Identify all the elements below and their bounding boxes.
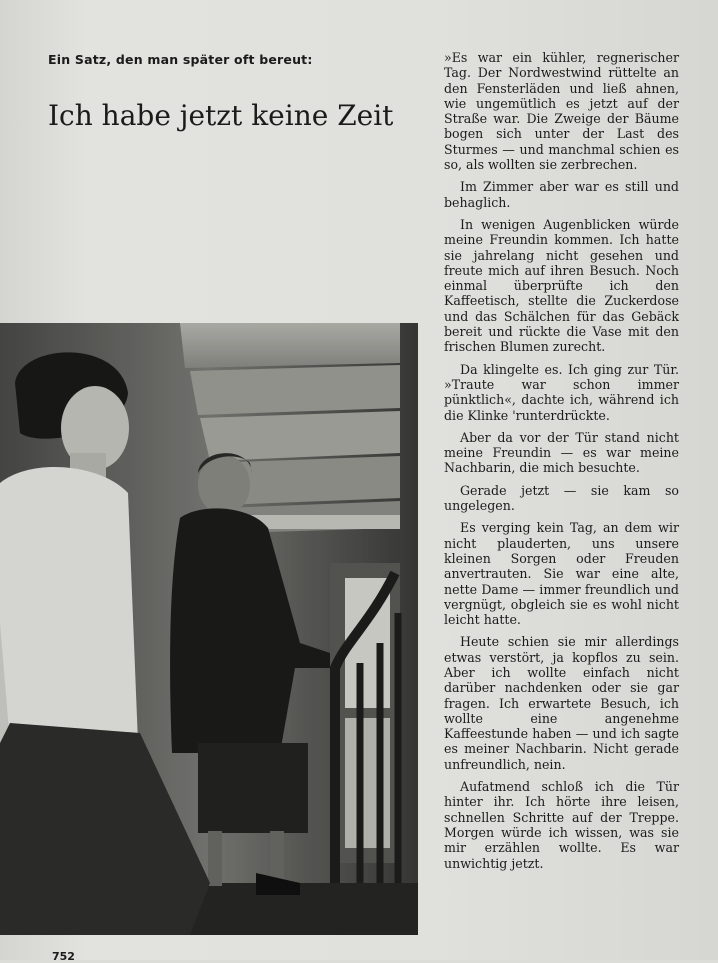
paragraph-6: Gerade jetzt — sie kam so ungelegen. bbox=[444, 482, 679, 514]
paragraph-9: Aufatmend schloß ich die Tür hinter ihr. Ich hörte ihre leisen, schnellen Schritte auf der Treppe. Morgen würde ich wissen, was sie mir erzählen wollte. Es war unwichtig jetzt. bbox=[444, 779, 679, 871]
headline: Ich habe jetzt keine Zeit bbox=[48, 99, 394, 132]
staircase-photo bbox=[0, 323, 418, 935]
paragraph-1: »Es war ein kühler, regnerischer Tag. Der Nordwestwind rüttelte an den Fensterläden und ließ ahnen, wie ungemütlich es jetzt auf der Straße war. Die Zweige der Bäume bogen sich unter der Last des Sturmes — und manchmal schien es so, als wollten sie zerbrechen. bbox=[444, 50, 679, 173]
kicker-line: Ein Satz, den man später oft bereut: bbox=[48, 52, 313, 67]
paragraph-4: Da klingelte es. Ich ging zur Tür. »Traute war schon immer pünktlich«, dachte ich, während ich die Klinke 'runterdrückte. bbox=[444, 361, 679, 423]
paragraph-8: Heute schien sie mir allerdings etwas verstört, ja kopflos zu sein. Aber ich wollte einfach nicht darüber nachdenken oder sie gar fragen. Ich erwartete Besuch, ich wollte eine angenehme Kaffeestunde haben — und ich sagte es meiner Nachbarin. Nicht gerade unfreundlich, nein. bbox=[444, 634, 679, 772]
paragraph-2: Im Zimmer aber war es still und behaglich. bbox=[444, 179, 679, 210]
article-column bbox=[444, 50, 679, 878]
paragraph-5: Aber da vor der Tür stand nicht meine Freundin — es war meine Nachbarin, die mich besuchte. bbox=[444, 429, 679, 476]
paragraph-7: Es verging kein Tag, an dem wir nicht plauderten, uns unsere kleinen Sorgen oder Freuden anvertrauten. Sie war eine alte, nette Dame — immer freundlich und vergnügt, obgleich sie es wohl nicht leicht hatte. bbox=[444, 520, 679, 628]
photo-illustration bbox=[0, 323, 418, 935]
paragraph-3: In wenigen Augenblicken würde meine Freundin kommen. Ich hatte sie jahrelang nicht gesehen und freute mich auf ihren Besuch. Noch einmal überprüfte ich den Kaffeetisch, stellte die Zuckerdose und das Schälchen für das Gebäck bereit und rückte die Vase mit den frischen Blumen zurecht. bbox=[444, 216, 679, 355]
page-number: 752 bbox=[52, 950, 75, 963]
